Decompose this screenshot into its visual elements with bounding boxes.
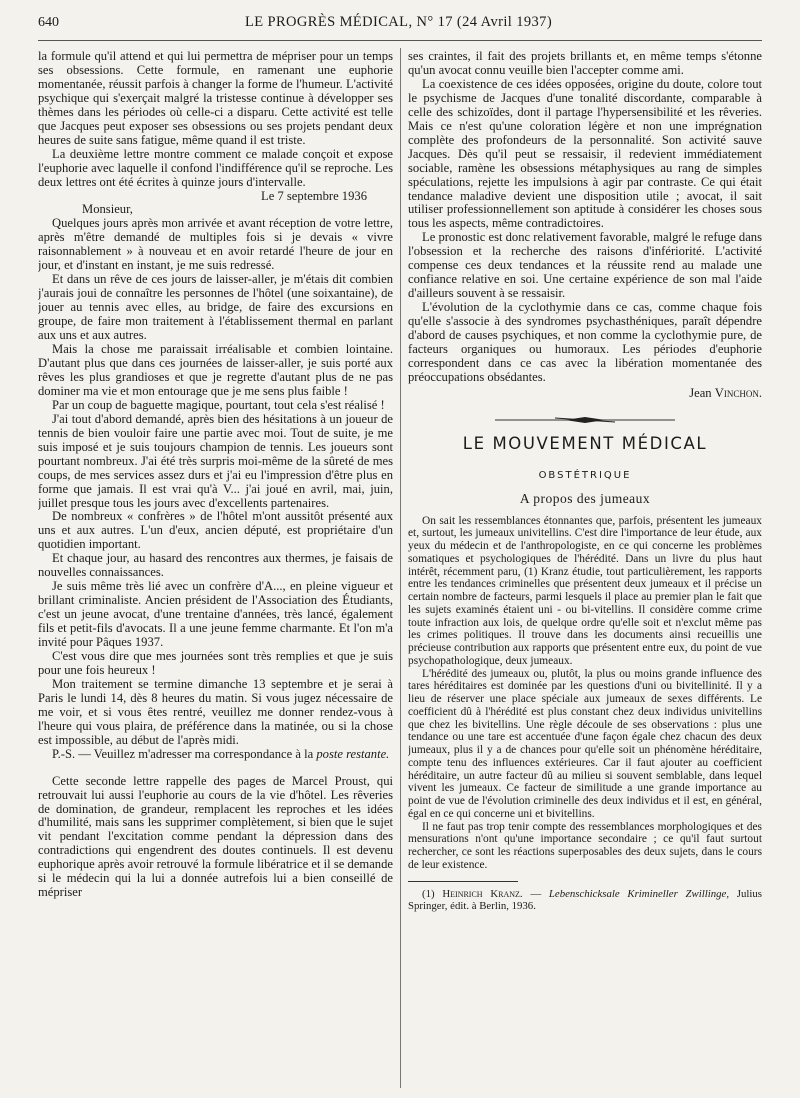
- page-number: 640: [38, 15, 59, 30]
- paragraph: De nombreux « confrères » de l'hôtel m'ont aussitôt présenté aux uns et aux autres. L'un d'eux, ancien député, est propriétaire d'un quotidien important.: [38, 509, 393, 552]
- postscript: [38, 748, 393, 762]
- postscript-label: P.-S. —: [52, 746, 91, 761]
- article-paragraph: On sait les ressemblances étonnantes que, parfois, présentent les jumeaux et, surtout, les jumeaux univitellins. C'est dire l'importance de leur étude, aux yeux du médecin et de l'anthropologiste, en ce qui concerne les problèmes somatiques et psychologiques de l'hérédité. Dans un livre du plus haut intérêt, récemment paru, (1) Kranz étudie, tout particulièrement, les rapports entre les tendances criminelles que présentent deux jumeaux et il précise un certain nombre de facteurs, parmi lesquels il place au premier plan le fait que les sujets examinés étaient uni - ou bi-vitellins. Il considère comme crime toute infraction aux lois, de quelque ordre qu'elle soit et n'exclut même pas les crimes politiques. Il trouve dans les documents ainsi recueillis une précieuse contribution aux rapports que présentent entre eux, du point de vue psychopathologique, deux jumeaux.: [408, 514, 762, 667]
- paragraph: ses craintes, il fait des projets brillants et, en même temps s'étonne qu'un avocat connu veuille bien l'accepter comme ami.: [408, 50, 762, 77]
- paragraph: Cette seconde lettre rappelle des pages de Marcel Proust, qui retrouvait lui aussi l'euphorie au cours de la vie d'hôtel. Les rêveries de domination, de grandeur, remplacent les reproches et les idées d'humilité, mais sans les supprimer complètement, si bien que le sujet vit pendant l'excitation comme pendant la dépression dans des contradictions qui engendrent des doutes continuels. Il est devenu euphorique après avoir retrouvé la formule libératrice et il se demande si le médecin qui la lui a donnée autrefois lui a bien conseillé de mépriser: [38, 773, 393, 900]
- right-column: [408, 50, 762, 1085]
- paragraph: Par un coup de baguette magique, pourtant, tout cela s'est réalisé !: [52, 397, 385, 412]
- column-divider: [400, 48, 401, 1088]
- section-title: LE MOUVEMENT MÉDICAL: [462, 433, 708, 453]
- postscript-text: Veuillez m'adresser ma correspondance à la: [93, 746, 314, 761]
- footnote: (1) Heinrich Kranz. — Lebenschicksale Krimineller Zwillinge, Julius Springer, édit. à Berlin, 1936.: [408, 887, 762, 912]
- paragraph: Le pronostic est donc relativement favorable, malgré le refuge dans l'obsession et la recherche des raisons d'infériorité. L'activité compense ces deux tendances et la réussite rend au malade une confiance relative en soi. Une certaine expérience de son mal l'aide d'ailleurs souvent à se ressaisir.: [408, 230, 762, 301]
- paragraph: Et dans un rêve de ces jours de laisser-aller, je m'étais dit combien j'aurais joui de connaître les personnes de l'hôtel (une soixantaine), de jouer au tennis avec elles, au bridge, de faire des excursions en groupe, de faire mon traitement à l'établissement thermal en parlant aux uns et aux autres.: [38, 272, 393, 343]
- ornament-rule: [408, 415, 762, 425]
- letter-date: Le 7 septembre 1936: [261, 188, 367, 203]
- article-paragraph: L'hérédité des jumeaux ou, plutôt, la plus ou moins grande influence des tares héréditaires est dominée par les questions d'uni ou bivitellinité. Il y a lieu de réserver une place spéciale aux jumeaux de sexes différents. Le coefficient dû à l'hérédité est plus constant chez deux individus univitellins que chez les bivitellins. Une règle découle de ses observations : plus une tendance ou une tare est accentuée d'une façon égale chez chacun des deux jumeaux, plus il y a de chances pour qu'elle soit un phénomène héréditaire, compte tenu des influences extérieures. Car il faut ajouter au coefficient héréditaire, un autre facteur dû au milieu si souvent semblable, dans lequel vivent les jumeaux. Ce facteur de similitude a une grande importance au point de vue de l'évolution criminelle des deux individus et il est, en général, égal en ce qui concerne uni et bivitellins.: [408, 667, 762, 820]
- subsection-title: OBSTÉTRIQUE: [538, 469, 632, 481]
- ornament-icon: [495, 415, 675, 425]
- left-column: [38, 50, 393, 1085]
- paragraph: Mon traitement se termine dimanche 13 septembre et je serai à Paris le lundi 14, dès 8 heures du matin. Si vous jugez nécessaire de me voir, et si vous êtes rentré, veuillez me donner rendez-vous à l'heure qui vous plaira, de préférence dans la matinée, ou si la chose est impossible, au début de l'après midi.: [38, 676, 393, 747]
- paragraph: La coexistence de ces idées opposées, origine du doute, colore tout le psychisme de Jacques d'une tonalité discordante, comparable à celle des schizoïdes, dont il partage l'hypersensibilité et les rêveries. Mais ce n'est qu'une coloration légère et non une imprégnation complète des profondeurs de la personnalité. Son activité sauve Jacques. Dès qu'il peut se ressaisir, il redevient immédiatement sociable, ramène les obsessions métaphysiques au rang de simples spéculations, rejette les impulsions à agir par contraste. Ce qui était tendance maladive devient une disposition utile ; avocat, il sait utiliser professionnellement son aptitude à considérer les choses sous tous les aspects, même contradictoires.: [408, 76, 762, 231]
- header-rule: [38, 40, 762, 41]
- letter-salutation: Monsieur,: [82, 202, 133, 217]
- article-paragraph: Il ne faut pas trop tenir compte des ressemblances morphologiques et des mensurations n'ont qu'une importance secondaire ; ce qu'il faut surtout rechercher, ce sont les réactions superposables des deux sujets, dans le cours de leur existence.: [408, 820, 762, 871]
- author-signature: Jean Vinchon.: [689, 385, 762, 400]
- paragraph: C'est vous dire que mes journées sont très remplies et que je suis pour une fois heureux !: [38, 648, 393, 677]
- paragraph: la formule qu'il attend et qui lui permettra de mépriser pour un temps ses obsessions. Cette formule, en ramenant une euphorie momentanée, réussit parfois à changer la forme de l'humeur. L'activité psychique qui s'exerçait malgré la tristesse continue à développer ses thèmes dans les périodes où celle-ci a disparu. Cette activité est telle que Jacques peut exposer ses obsessions ou ses projets pendant deux heures de suite sans fatigue, même quand il est triste.: [38, 50, 393, 147]
- paragraph: La deuxième lettre montre comment ce malade conçoit et expose l'euphorie avec laquelle il confond l'indifférence qu'il se reproche. Les deux lettres ont été écrites à quinze jours d'intervalle.: [38, 146, 393, 189]
- journal-title: LE PROGRÈS MÉDICAL, N° 17 (24 Avril 1937): [244, 14, 553, 30]
- article-title: A propos des jumeaux: [519, 490, 651, 506]
- postscript-italic: poste restante.: [316, 746, 390, 761]
- page-header: [38, 14, 762, 36]
- paragraph: Quelques jours après mon arrivée et avant réception de votre lettre, après m'être demandé de multiples fois si je devais « vivre raisonnablement » à nouveau et en avoir retardé l'heure de jour en jour, et d'instant en instant, je me suis redressé.: [38, 216, 393, 273]
- paragraph: Je suis même très lié avec un confrère d'A..., en pleine vigueur et brillant criminaliste. Ancien président de l'Association des Étudiants, c'est un jeune avocat, d'une trentaine d'années, très lancé, également fils et petit-fils d'avocats. Il a une jeune femme charmante. Et l'on m'a invité pour Pâques 1937.: [38, 579, 393, 650]
- footnote-rule: [408, 881, 518, 882]
- paragraph: Mais la chose me paraissait irréalisable et combien lointaine. D'autant plus que dans ces journées de laisser-aller, je suis porté aux rêves les plus grandioses et que je regrette d'autant plus de ne pas dominer ma vie et mon entourage que je me sens plus faible !: [38, 342, 393, 398]
- paragraph: Et chaque jour, au hasard des rencontres aux thermes, je faisais de nouvelles connaissances.: [38, 551, 393, 580]
- paragraph: J'ai tout d'abord demandé, après bien des hésitations à un joueur de tennis de bien vouloir faire une partie avec moi. Tout de suite, je me suis imposé et je suis toujours champion de tennis. Les joueurs sont pourtant nombreux. J'ai été très surpris moi-même de la sûreté de mes coups, de mes services assez durs et j'ai eu l'impression d'être plus en forme que jamais. Il est vrai qu'à V... j'ai joué en avril, mai, juin, juillet presque tous les jours avec d'excellents partenaires.: [38, 411, 393, 510]
- paragraph: L'évolution de la cyclothymie dans ce cas, comme chaque fois qu'elle s'associe à des syndromes psychasthéniques, paraît dépendre d'abord de causes psychiques, et non comme la cyclothymie pure, de facteurs organiques ou humoraux. Les périodes d'euphorie correspondent dans ce cas avec la libération momentanée des préoccupations obsédantes.: [408, 300, 762, 384]
